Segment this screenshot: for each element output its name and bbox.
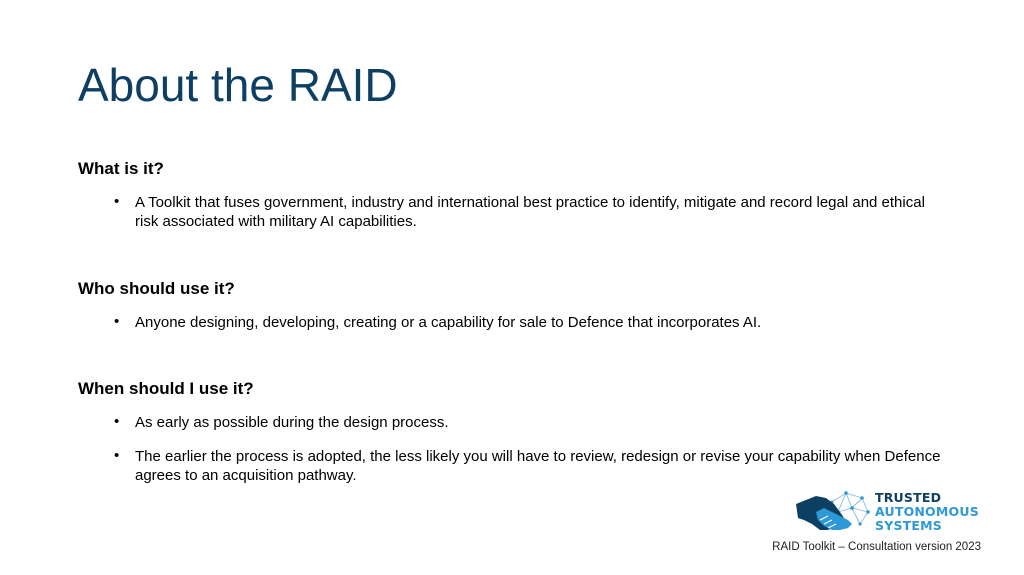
bullet-text: As early as possible during the design process. — [135, 414, 449, 431]
bullet-icon: • — [114, 193, 120, 210]
trusted-autonomous-systems-logo — [794, 490, 984, 534]
section-heading-what: What is it? — [78, 159, 164, 178]
list-item — [114, 193, 944, 231]
bullet-icon: • — [114, 313, 120, 330]
list-item — [114, 313, 944, 332]
bullet-text: Anyone designing, developing, creating or a capability for sale to Defence that incorporates AI. — [135, 314, 762, 331]
bullet-text: A Toolkit that fuses government, industry and international best practice to identify, mitigate and record legal and ethical risk associated with military AI capabilities. — [135, 194, 925, 230]
list-item — [114, 447, 944, 485]
logo-line-autonomous: AUTONOMOUS — [875, 504, 979, 519]
logo-line-trusted: TRUSTED — [875, 490, 942, 505]
logo-wordmark — [875, 491, 979, 533]
bullet-icon: • — [114, 447, 120, 464]
bullet-text: The earlier the process is adopted, the less likely you will have to review, redesign or revise your capability when Defence agrees to an acquisition pathway. — [135, 448, 941, 484]
section-heading-who: Who should use it? — [78, 279, 235, 298]
footer-note: RAID Toolkit – Consultation version 2023 — [772, 541, 981, 553]
page-title: About the RAID — [78, 59, 398, 111]
bullet-icon: • — [114, 413, 120, 430]
list-item — [114, 413, 944, 432]
handshake-network-icon — [794, 490, 872, 534]
section-heading-when: When should I use it? — [78, 379, 254, 398]
logo-line-systems: SYSTEMS — [875, 518, 942, 533]
